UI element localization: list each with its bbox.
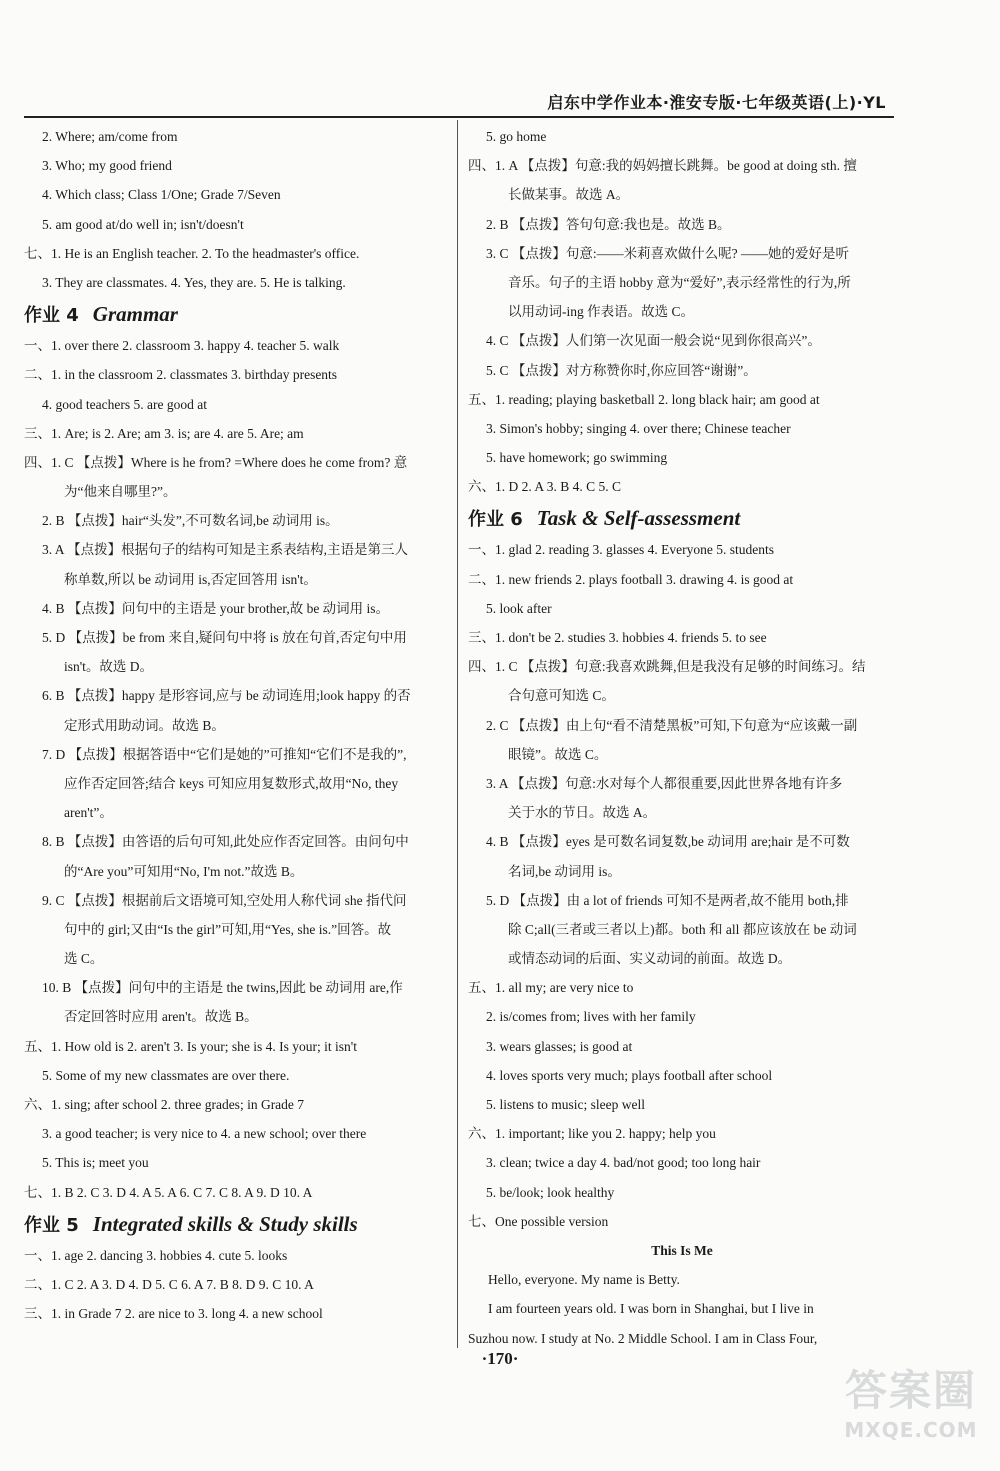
page-header — [24, 88, 894, 118]
answer-line: 否定回答时应用 aren't。故选 B。 — [64, 1009, 258, 1025]
answer-line: 2. Where; am/come from — [42, 129, 178, 144]
answer-line: 二、1. new friends 2. plays football 3. drawing 4. is good at — [468, 571, 794, 587]
answer-line: 三、1. Are; is 2. Are; am 3. is; are 4. are 5. Are; am — [24, 425, 304, 441]
answer-line: 4. good teachers 5. are good at — [42, 396, 207, 412]
answer-line: 4. Which class; Class 1/One; Grade 7/Seven — [42, 187, 281, 203]
answer-line: 3. a good teacher; is very nice to 4. a new school; over there — [42, 1126, 367, 1142]
answer-line: 2. B 【点拨】hair“头发”,不可数名词,be 动词用 is。 — [42, 513, 339, 529]
answer-line: 合句意可知选 C。 — [508, 688, 615, 704]
answer-line: 5. D 【点拨】由 a lot of friends 可知不是两者,故不能用 both,排 — [486, 892, 849, 908]
answer-line: 4. B 【点拨】eyes 是可数名词复数,be 动词用 are;hair 是不可数 — [486, 834, 850, 850]
answer-line: 以用动词-ing 作表语。故选 C。 — [508, 304, 695, 320]
answer-line: 除 C;all(三者或三者以上)都。both 和 all 都应该放在 be 动词 — [508, 921, 857, 937]
answer-line: 2. C 【点拨】由上句“看不清楚黑板”可知,下句意为“应该戴一副 — [486, 717, 858, 733]
answer-line: 5. listens to music; sleep well — [486, 1097, 645, 1112]
watermark-url: MXQE.COM — [844, 1418, 978, 1442]
answer-line: 二、1. C 2. A 3. D 4. D 5. C 6. A 7. B 8. D 9. C 10. A — [24, 1276, 314, 1292]
answer-line: 4. C 【点拨】人们第一次见面一般会说“见到你很高兴”。 — [486, 333, 821, 349]
answer-line: 六、1. important; like you 2. happy; help you — [468, 1126, 716, 1142]
answer-line: 二、1. in the classroom 2. classmates 3. birthday presents — [24, 367, 338, 383]
answer-line: 一、1. over there 2. classroom 3. happy 4. teacher 5. walk — [24, 338, 340, 354]
right-column — [468, 122, 896, 1353]
answer-line: 称单数,所以 be 动词用 is,否定回答用 isn't。 — [64, 571, 317, 587]
answer-line: 七、1. He is an English teacher. 2. To the headmaster's office. — [24, 245, 360, 261]
answer-line: 3. A 【点拨】根据句子的结构可知是主系表结构,主语是第三人 — [42, 542, 409, 558]
section-number: 作业 6 — [468, 509, 523, 531]
answer-line: Suzhou now. I study at No. 2 Middle School. I am in Class Four, — [468, 1330, 818, 1346]
answer-line: This Is Me — [651, 1242, 713, 1258]
answer-line: 七、1. B 2. C 3. D 4. A 5. A 6. C 7. C 8. A 9. D 10. A — [24, 1184, 313, 1200]
answer-line: 3. clean; twice a day 4. bad/not good; too long hair — [486, 1155, 761, 1171]
answer-line: 句中的 girl;又由“Is the girl”可知,用“Yes, she is.”回答。故 — [64, 921, 392, 937]
answer-line: 6. B 【点拨】happy 是形容词,应与 be 动词连用;look happy 的否 — [42, 688, 411, 704]
answer-line: 4. loves sports very much; plays football after school — [486, 1067, 773, 1083]
answer-line: 七、One possible version — [468, 1213, 609, 1229]
answer-line: 3. A 【点拨】句意:水对每个人都很重要,因此世界各地有许多 — [486, 775, 843, 791]
answer-line: 为“他来自哪里?”。 — [64, 484, 177, 500]
section-title: Integrated skills & Study skills — [92, 1211, 358, 1236]
watermark-logo-text: 答案圈 — [844, 1366, 977, 1415]
section-number: 作业 5 — [24, 1214, 79, 1236]
answer-line: isn't。故选 D。 — [64, 659, 154, 675]
answer-line: 关于水的节日。故选 A。 — [508, 805, 657, 821]
answer-line: 5. D 【点拨】be from 来自,疑问句中将 is 放在句首,否定句中用 — [42, 630, 407, 645]
answer-line: 一、1. glad 2. reading 3. glasses 4. Everyone 5. students — [468, 542, 774, 558]
site-watermark — [836, 1365, 986, 1457]
answer-line: 五、1. How old is 2. aren't 3. Is your; she is 4. Is your; it isn't — [24, 1038, 357, 1054]
answer-line: 定形式用助动词。故选 B。 — [64, 717, 225, 733]
answer-line: 2. is/comes from; lives with her family — [486, 1009, 696, 1025]
answer-line: Hello, everyone. My name is Betty. — [488, 1272, 680, 1288]
answer-line: 2. B 【点拨】答句句意:我也是。故选 B。 — [486, 216, 731, 232]
answer-line: 10. B 【点拨】问句中的主语是 the twins,因此 be 动词用 are,作 — [42, 980, 403, 996]
header-title: 启东中学作业本·淮安专版·七年级英语(上)·YL — [547, 93, 886, 112]
answer-line: 5. be/look; look healthy — [486, 1184, 615, 1200]
answer-line: 5. have homework; go swimming — [486, 450, 668, 466]
answer-line: 应作否定回答;结合 keys 可知应用复数形式,故用“No, they — [64, 775, 399, 791]
answer-line: 名词,be 动词用 is。 — [508, 863, 621, 879]
answer-line: 5. go home — [486, 129, 547, 144]
answer-line: 的“Are you”可知用“No, I'm not.”故选 B。 — [64, 863, 304, 879]
section-heading — [468, 501, 896, 535]
answer-line: 3. They are classmates. 4. Yes, they are. 5. He is talking. — [42, 274, 346, 290]
section-heading — [24, 297, 448, 331]
section-title: Grammar — [92, 302, 178, 327]
answer-line: 3. C 【点拨】句意:——米莉喜欢做什么呢? ——她的爱好是听 — [486, 245, 849, 261]
answer-line: 3. Who; my good friend — [42, 158, 172, 174]
section-number: 作业 4 — [24, 305, 79, 327]
answer-line: 5. am good at/do well in; isn't/doesn't — [42, 216, 244, 232]
answer-line: 三、1. in Grade 7 2. are nice to 3. long 4. a new school — [24, 1306, 323, 1322]
answer-line: I am fourteen years old. I was born in Shanghai, but I live in — [488, 1301, 814, 1317]
answer-line: 一、1. age 2. dancing 3. hobbies 4. cute 5. looks — [24, 1247, 288, 1263]
section-heading — [24, 1207, 448, 1241]
column-divider — [457, 120, 458, 1348]
answer-line: 四、1. C 【点拨】Where is he from? =Where does he come from? 意 — [24, 454, 408, 470]
answer-line: 四、1. C 【点拨】句意:我喜欢跳舞,但是我没有足够的时间练习。结 — [468, 659, 866, 675]
answer-line: 3. Simon's hobby; singing 4. over there; Chinese teacher — [486, 420, 791, 436]
answer-line: 5. Some of my new classmates are over there. — [42, 1067, 290, 1083]
answer-line: 9. C 【点拨】根据前后文语境可知,空处用人称代词 she 指代问 — [42, 892, 407, 908]
answer-line: 8. B 【点拨】由答语的后句可知,此处应作否定回答。由问句中 — [42, 834, 409, 850]
answer-line: 眼镜”。故选 C。 — [508, 746, 608, 762]
answer-line: 5. This is; meet you — [42, 1155, 149, 1171]
answer-line: 五、1. reading; playing basketball 2. long black hair; am good at — [468, 391, 820, 407]
answer-line: 六、1. D 2. A 3. B 4. C 5. C — [468, 479, 622, 495]
answer-line: 5. look after — [486, 600, 552, 616]
answer-line: 音乐。句子的主语 hobby 意为“爱好”,表示经常性的行为,所 — [508, 274, 851, 290]
answer-line: 选 C。 — [64, 951, 104, 967]
section-title: Task & Self-assessment — [536, 506, 741, 531]
page-number: ·170· — [481, 1349, 519, 1368]
answer-line: aren't”。 — [64, 805, 113, 821]
answer-line: 或情态动词的后面、实义动词的前面。故选 D。 — [508, 951, 792, 967]
answer-line: 三、1. don't be 2. studies 3. hobbies 4. friends 5. to see — [468, 630, 767, 645]
answer-line: 3. wears glasses; is good at — [486, 1038, 633, 1054]
answer-line: 5. C 【点拨】对方称赞你时,你应回答“谢谢”。 — [486, 362, 757, 378]
answer-line: 四、1. A 【点拨】句意:我的妈妈擅长跳舞。be good at doing sth. 擅 — [468, 158, 857, 174]
answer-line: 7. D 【点拨】根据答语中“它们是她的”可推知“它们不是我的”, — [42, 746, 407, 762]
left-column — [24, 122, 448, 1328]
answer-line: 长做某事。故选 A。 — [508, 187, 630, 203]
answer-line: 五、1. all my; are very nice to — [468, 980, 634, 996]
answer-line: 六、1. sing; after school 2. three grades; in Grade 7 — [24, 1097, 305, 1112]
answer-line: 4. B 【点拨】问句中的主语是 your brother,故 be 动词用 is。 — [42, 600, 390, 616]
